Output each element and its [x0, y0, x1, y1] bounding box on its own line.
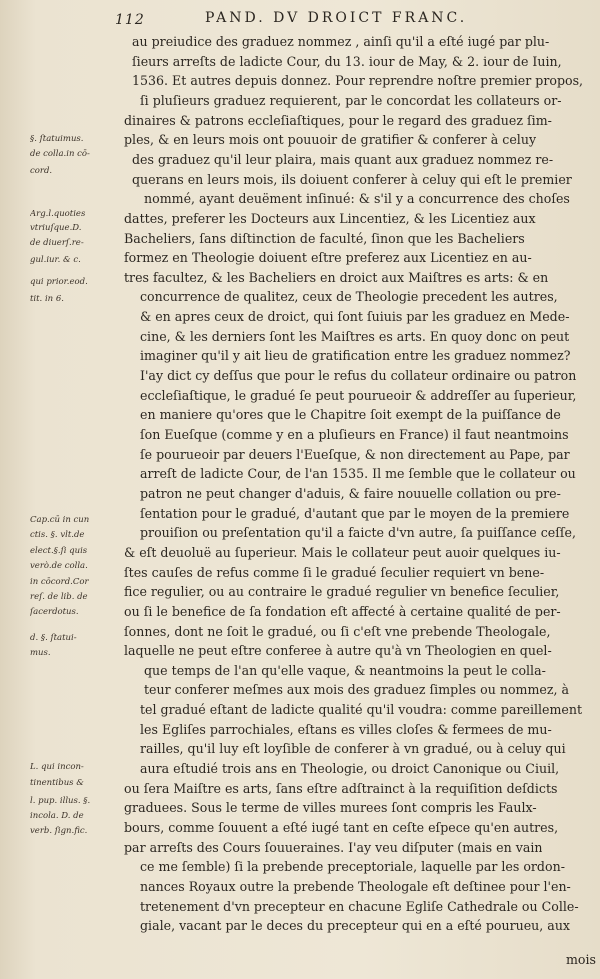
- text-line: au preiudice des graduez nommez , ainſi qu'il a eſté iugé par plu-: [132, 34, 550, 49]
- margin-note: mus.: [30, 648, 51, 658]
- margin-note: tinentibus &: [30, 778, 84, 788]
- text-line: ſtes cauſes de refus comme ſi le gradué ſeculier requiert vn bene-: [124, 564, 545, 580]
- text-line: formez en Theologie doiuent eſtre preferez aux Licentiez en au-: [124, 250, 532, 266]
- text-line: les Egliſes parrochiales, eſtans es villes cloſes & fermees de mu-: [140, 721, 552, 737]
- margin-note: l. pup. illus. §.: [30, 796, 91, 806]
- text-line: concurrence de qualitez, ceux de Theologie precedent les autres,: [140, 289, 558, 305]
- text-line: nommé, ayant deuëment inſinué: & s'il y a concurrence des choſes: [144, 191, 570, 207]
- text-line: graduees. Sous le terme de villes murees ſont compris les Faulx-: [124, 800, 537, 816]
- text-line: que temps de l'an qu'elle vaque, & neantmoins la peut le colla-: [144, 662, 546, 678]
- body-text: [124, 30, 592, 975]
- margin-note: Cap.cū in cun: [30, 515, 90, 525]
- text-line: dinaires & patrons eccleſiaſtiques, pour le regard des graduez ſim-: [124, 112, 552, 128]
- text-line: des graduez qu'il leur plaira, mais quant aux graduez nommez re-: [132, 151, 554, 167]
- margin-note: verb. ſign.fic.: [30, 826, 88, 836]
- margin-note: §. ſtatuimus.: [30, 134, 84, 144]
- text-line: imaginer qu'il y ait lieu de gratification entre les graduez nommez?: [140, 348, 571, 364]
- margin-note: cord.: [30, 166, 53, 176]
- text-line: ſon Eueſque (comme y en a pluſieurs en France) il faut neantmoins: [140, 427, 569, 442]
- margin-note: vtriuſque.D.: [30, 223, 82, 233]
- margin-note: tit. in 6.: [30, 294, 64, 304]
- text-line: tres facultez, & les Bacheliers en droict aux Maiſtres es arts: & en: [124, 269, 549, 285]
- margin-note: ſacerdotus.: [30, 607, 79, 617]
- text-line: ſieurs arreſts de ladicte Cour, du 13. iour de May, & 2. iour de Iuin,: [132, 53, 562, 69]
- text-line: querans en leurs mois, ils doiuent conferer à celuy qui eſt le premier: [132, 171, 572, 187]
- text-line: ſentation pour le gradué, d'autant que par le moyen de la premiere: [140, 505, 570, 521]
- text-line: bours, comme ſouuent a eſté iugé tant en ceſte eſpece qu'en autres,: [124, 820, 559, 835]
- text-line: patron ne peut changer d'aduis, & faire nouuelle collation ou pre-: [140, 485, 561, 501]
- text-line: tel gradué eſtant de ladicte qualité qu'il voudra: comme pareillement: [140, 702, 583, 718]
- text-line: & eſt deuoluë au ſuperieur. Mais le collateur peut auoir quelques iu-: [124, 544, 561, 560]
- text-line: ſonnes, dont ne ſoit le gradué, ou ſi c'eſt vne prebende Theologale,: [124, 623, 551, 639]
- margin-note: de colla.in cō-: [30, 149, 90, 159]
- text-line: ples, & en leurs mois ont pouuoir de gratifier & conferer à celuy: [124, 132, 537, 148]
- margin-note: reſ. de lib. de: [30, 592, 88, 602]
- text-line: teur conferer meſmes aux mois des graduez ſimples ou nommez, à: [144, 682, 570, 698]
- margin-note: incola. D. de: [30, 811, 84, 821]
- running-head: PAND. DV DROICT FRANC.: [205, 10, 468, 26]
- margin-note: verò.de colla.: [30, 561, 88, 571]
- text-line: nances Royaux outre la prebende Theologale eſt deſtinee pour l'en-: [140, 878, 571, 894]
- text-line: prouiſion ou preſentation qu'il a faicte d'vn autre, ſa puiſſance ceſſe,: [140, 525, 576, 541]
- text-line: & en apres ceux de droict, qui ſont ſuiuis par les graduez en Mede-: [140, 309, 570, 325]
- text-line: 1536. Et autres depuis donnez. Pour reprendre noſtre premier propos,: [132, 73, 584, 89]
- margin-notes: [30, 30, 120, 970]
- margin-note: ctis. §. vlt.de: [30, 530, 85, 540]
- text-line: giale, vacant par le deces du precepteur qui en a eſté pourueu, aux: [140, 918, 571, 934]
- text-line: par arreſts des Cours ſouueraines. I'ay veu diſputer (mais en vain: [124, 839, 543, 855]
- text-line: tretenement d'vn precepteur en chacune Egliſe Cathedrale ou Colle-: [140, 898, 579, 914]
- text-line: railles, qu'il luy eſt loyſible de conferer à vn gradué, ou à celuy qui: [140, 741, 566, 757]
- text-line: ce me ſemble) ſi la prebende preceptoriale, laquelle par les ordon-: [140, 859, 565, 875]
- text-line: aura eſtudié trois ans en Theologie, ou droict Canonique ou Ciuil,: [140, 761, 560, 777]
- text-line: ou ſi le benefice de ſa fondation eſt affecté à certaine qualité de per-: [124, 603, 561, 619]
- text-line: eccleſiaſtique, le gradué ſe peut pourueoir & addreſſer au ſuperieur,: [140, 387, 577, 403]
- margin-note: qui prior.eod.: [30, 277, 88, 287]
- page-header: [0, 8, 600, 30]
- margin-note: elect.§.ſi quis: [30, 546, 88, 556]
- margin-note: de diuerſ.re-: [30, 238, 84, 248]
- text-line: ſi pluſieurs graduez requierent, par le concordat les collateurs or-: [140, 92, 562, 108]
- text-line: ſe pourueoir par deuers l'Eueſque, & non directement au Pape, par: [140, 446, 570, 462]
- text-line: fice regulier, ou au contraire le gradué regulier vn benefice ſeculier,: [124, 584, 560, 600]
- catchword: mois: [565, 952, 596, 967]
- margin-note: d. §. ſtatui-: [30, 633, 77, 643]
- text-line: I'ay dict cy deſſus que pour le refus du collateur ordinaire ou patron: [140, 368, 577, 384]
- text-line: dattes, preferer les Docteurs aux Lincentiez, & les Licentiez aux: [124, 210, 536, 226]
- text-line: ou ſera Maiſtre es arts, ſans eſtre adſtrainct à la requiſition deſdicts: [124, 780, 558, 796]
- text-line: cine, & les derniers ſont les Maiſtres es arts. En quoy donc on peut: [140, 328, 570, 344]
- margin-note: gul.iur. & c.: [30, 255, 81, 265]
- text-line: en maniere qu'ores que le Chapitre ſoit exempt de la puiſſance de: [140, 407, 561, 423]
- margin-note: L. qui incon-: [30, 762, 84, 772]
- margin-note: in cōcord.Cor: [30, 577, 89, 587]
- text-line: arreſt de ladicte Cour, de l'an 1535. Il me ſemble que le collateur ou: [140, 466, 576, 482]
- page-number: 112: [115, 12, 145, 28]
- text-line: Bacheliers, ſans diſtinction de faculté, ſinon que les Bacheliers: [124, 230, 525, 246]
- margin-note: Arg.l.quoties: [30, 209, 86, 219]
- text-line: laquelle ne peut eſtre conferee à autre qu'à vn Theologien en quel-: [124, 643, 552, 659]
